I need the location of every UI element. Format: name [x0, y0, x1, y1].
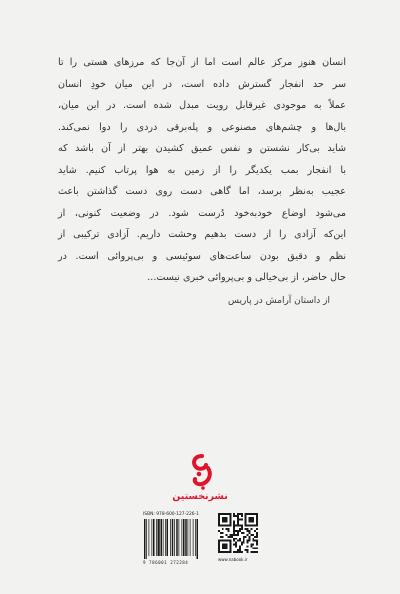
qr-module	[228, 530, 230, 532]
qr-module	[224, 517, 226, 519]
qr-module	[226, 513, 228, 515]
qr-module	[229, 547, 231, 549]
publisher-name: نشرنخستین	[172, 491, 228, 502]
barcode-bar	[176, 519, 178, 556]
qr-module	[228, 540, 230, 542]
qr-module	[256, 515, 258, 517]
qr-module	[250, 534, 252, 536]
qr-module	[241, 528, 243, 530]
qr-module	[226, 543, 228, 545]
qr-module	[235, 534, 237, 536]
barcode-bar	[185, 519, 187, 556]
qr-module	[222, 547, 224, 549]
qr-module	[254, 524, 256, 526]
qr-module	[237, 540, 239, 542]
qr-module	[229, 545, 231, 547]
isbn-text: ISBN: 978-600-127-226-1	[143, 512, 199, 517]
qr-module	[256, 551, 258, 553]
qr-module	[226, 517, 228, 519]
qr-module	[235, 542, 237, 544]
qr-module	[248, 530, 250, 532]
qr-module	[218, 523, 220, 525]
qr-module	[252, 540, 254, 542]
qr-module	[243, 542, 245, 544]
qr-module	[239, 551, 241, 553]
qr-module	[247, 524, 249, 526]
qr-module	[250, 528, 252, 530]
qr-module	[247, 545, 249, 547]
qr-module	[233, 524, 235, 526]
qr-module	[218, 542, 220, 544]
qr-module	[229, 521, 231, 523]
qr-module	[256, 519, 258, 521]
qr-module	[222, 540, 224, 542]
qr-module	[233, 532, 235, 534]
qr-module	[220, 540, 222, 542]
qr-module	[224, 540, 226, 542]
barcode-bar	[152, 519, 153, 556]
qr-module	[235, 530, 237, 532]
qr-module	[233, 530, 235, 532]
qr-module	[243, 536, 245, 538]
qr-module	[248, 540, 250, 542]
qr-module	[228, 513, 230, 515]
qr-module	[218, 549, 220, 551]
blurb-line: بال‌ها و چشم‌های مصنوعی و پله‌برقی دردی را دوا نمی‌کند.	[58, 121, 346, 133]
barcode-bar	[190, 519, 191, 556]
qr-module	[229, 540, 231, 542]
qr-module	[237, 530, 239, 532]
qr-module	[256, 534, 258, 536]
qr-module	[222, 519, 224, 521]
qr-module	[229, 523, 231, 525]
qr-module	[226, 547, 228, 549]
qr-module	[248, 532, 250, 534]
qr-module	[256, 536, 258, 538]
blurb-line: انسان هنوز مرکز عالم است اما از آن‌جا که مرزهای هستی را تا	[58, 57, 346, 68]
qr-module	[256, 513, 258, 515]
qr-module	[250, 521, 252, 523]
qr-module	[248, 517, 250, 519]
qr-module	[241, 532, 243, 534]
qr-module	[254, 551, 256, 553]
qr-module	[256, 528, 258, 530]
barcode-bar	[165, 519, 166, 556]
barcode-bar	[161, 519, 163, 556]
qr-module	[241, 513, 243, 515]
barcode-bar	[156, 519, 157, 556]
qr-module	[256, 517, 258, 519]
qr-module	[218, 521, 220, 523]
barcode-bar	[174, 519, 175, 556]
qr-module	[224, 524, 226, 526]
qr-module	[256, 521, 258, 523]
qr-module	[252, 517, 254, 519]
qr-module	[229, 549, 231, 551]
qr-module	[239, 545, 241, 547]
qr-module	[250, 513, 252, 515]
barcode-bar	[179, 519, 180, 556]
barcode-bar	[188, 519, 189, 556]
qr-module	[235, 515, 237, 517]
qr-module	[247, 528, 249, 530]
qr-module	[247, 530, 249, 532]
qr-module	[256, 547, 258, 549]
qr-module	[250, 524, 252, 526]
qr-module	[228, 536, 230, 538]
qr-module	[241, 551, 243, 553]
qr-module	[237, 515, 239, 517]
qr-module	[224, 551, 226, 553]
qr-module	[222, 521, 224, 523]
qr-module	[237, 523, 239, 525]
barcode-bar	[170, 519, 171, 556]
qr-module	[233, 521, 235, 523]
qr-module	[235, 538, 237, 540]
blurb-line: حال حاضر، از بی‌خیالی و بی‌پروائی خبری نیست...	[147, 272, 346, 283]
qr-module	[224, 521, 226, 523]
qr-module	[239, 540, 241, 542]
qr-module	[222, 543, 224, 545]
qr-module	[233, 528, 235, 530]
qr-module	[226, 524, 228, 526]
barcode-block	[143, 512, 215, 567]
qr-module	[250, 517, 252, 519]
qr-module	[252, 534, 254, 536]
qr-module	[239, 519, 241, 521]
qr-module	[241, 515, 243, 517]
qr-module	[252, 521, 254, 523]
barcode-bar	[183, 519, 185, 556]
qr-module	[250, 551, 252, 553]
qr-module	[235, 524, 237, 526]
qr-module	[226, 551, 228, 553]
qr-module	[256, 523, 258, 525]
qr-module	[252, 513, 254, 515]
blurb-line: نظم و دقیق بودن ساعت‌های سوئیسی و بی‌پروائی است. در	[58, 250, 346, 262]
qr-module	[235, 551, 237, 553]
qr-module	[226, 521, 228, 523]
qr-module	[252, 551, 254, 553]
qr-module	[256, 532, 258, 534]
barcode-bar	[153, 519, 155, 556]
qr-module	[229, 536, 231, 538]
qr-module	[231, 536, 233, 538]
qr-module	[218, 551, 220, 553]
qr-module	[233, 543, 235, 545]
qr-module	[243, 532, 245, 534]
qr-module	[254, 536, 256, 538]
qr-module	[233, 540, 235, 542]
qr-module	[250, 545, 252, 547]
qr-module	[237, 534, 239, 536]
qr-module	[245, 523, 247, 525]
qr-module	[256, 540, 258, 542]
qr-module	[239, 528, 241, 530]
qr-module	[220, 551, 222, 553]
qr-module	[239, 513, 241, 515]
qr-module	[247, 549, 249, 551]
qr-module	[229, 515, 231, 517]
qr-module	[218, 540, 220, 542]
qr-module	[222, 551, 224, 553]
qr-module	[254, 513, 256, 515]
qr-module	[239, 549, 241, 551]
qr-module	[243, 538, 245, 540]
qr-module	[247, 542, 249, 544]
qr-module	[248, 524, 250, 526]
qr-module	[233, 513, 235, 515]
qr-module	[218, 517, 220, 519]
qr-module	[245, 549, 247, 551]
qr-module	[222, 517, 224, 519]
qr-module	[229, 534, 231, 536]
qr-module	[248, 521, 250, 523]
qr-module	[220, 536, 222, 538]
qr-module	[239, 547, 241, 549]
barcode-bar	[182, 519, 183, 556]
qr-module	[235, 543, 237, 545]
barcode-bar	[193, 519, 194, 556]
qr-module	[256, 542, 258, 544]
qr-module	[224, 519, 226, 521]
qr-module	[252, 538, 254, 540]
blurb-line: عملاً به موجودی غیرقابل رویت مبدل شده است. در این میان،	[58, 100, 346, 111]
qr-module	[228, 551, 230, 553]
qr-module	[226, 534, 228, 536]
barcode-bar	[167, 519, 169, 556]
qr-module	[222, 528, 224, 530]
qr-module	[247, 513, 249, 515]
qr-module	[222, 524, 224, 526]
qr-module	[237, 532, 239, 534]
qr-module	[250, 519, 252, 521]
qr-module	[237, 517, 239, 519]
qr-module	[222, 545, 224, 547]
qr-module	[218, 547, 220, 549]
qr-module	[218, 543, 220, 545]
qr-module	[256, 524, 258, 526]
qr-module	[245, 515, 247, 517]
qr-module	[220, 524, 222, 526]
qr-module	[237, 513, 239, 515]
qr-module	[233, 538, 235, 540]
qr-module	[245, 521, 247, 523]
qr-module	[229, 524, 231, 526]
qr-module	[237, 549, 239, 551]
source-attribution: از داستان آرامش در پاریس	[228, 296, 330, 306]
qr-module	[224, 543, 226, 545]
qr-module	[222, 513, 224, 515]
barcode-bar	[144, 519, 146, 559]
qr-module	[248, 538, 250, 540]
qr-module	[229, 543, 231, 545]
qr-code	[218, 513, 258, 553]
barcode-bar	[158, 519, 160, 556]
qr-module	[252, 524, 254, 526]
qr-module	[226, 540, 228, 542]
qr-module	[233, 523, 235, 525]
qr-module	[245, 528, 247, 530]
qr-module	[243, 540, 245, 542]
blurb-line: عجیب به‌نظر برسد، اما گاهی دست روی دست گذاشتن باعث	[58, 186, 346, 197]
qr-module	[226, 519, 228, 521]
qr-module	[256, 543, 258, 545]
qr-module	[229, 542, 231, 544]
qr-url: www.nabook.ir	[218, 557, 248, 562]
blurb-line: سر حد انفجار گسترش داده است، در این میان خودِ انسان	[58, 78, 346, 90]
qr-module	[218, 530, 220, 532]
qr-module	[233, 526, 235, 528]
qr-module	[247, 551, 249, 553]
qr-module	[248, 513, 250, 515]
qr-module	[218, 524, 220, 526]
qr-module	[231, 534, 233, 536]
qr-module	[229, 519, 231, 521]
blurb-line: شاید بی‌کار نشستن و نفس عمیق کشیدن بهتر از آن باشد که	[58, 143, 346, 154]
qr-module	[233, 534, 235, 536]
qr-module	[218, 519, 220, 521]
qr-module	[241, 526, 243, 528]
qr-module	[237, 519, 239, 521]
qr-module	[250, 543, 252, 545]
qr-module	[248, 519, 250, 521]
qr-module	[222, 532, 224, 534]
qr-module	[252, 547, 254, 549]
qr-module	[235, 545, 237, 547]
qr-module	[254, 540, 256, 542]
qr-module	[241, 542, 243, 544]
qr-module	[245, 536, 247, 538]
blurb-line: این‌که آزادی را از دست بدهیم وحشت داریم. آزادی ترکیبی از	[58, 229, 346, 240]
qr-module	[239, 530, 241, 532]
qr-module	[248, 536, 250, 538]
qr-module	[252, 519, 254, 521]
blurb-line: می‌شود اوضاع خودبه‌خود دُرست شود. در وضعیت کنونی، از	[58, 207, 346, 219]
qr-module	[226, 545, 228, 547]
barcode-bar	[172, 519, 174, 556]
qr-module	[241, 524, 243, 526]
qr-module	[228, 524, 230, 526]
qr-module	[254, 547, 256, 549]
qr-module	[247, 534, 249, 536]
qr-block	[218, 513, 258, 565]
qr-module	[224, 545, 226, 547]
qr-module	[239, 524, 241, 526]
qr-module	[229, 513, 231, 515]
qr-module	[228, 528, 230, 530]
barcode-bar	[149, 519, 150, 556]
qr-module	[220, 513, 222, 515]
qr-module	[254, 530, 256, 532]
qr-module	[220, 532, 222, 534]
barcode	[143, 519, 215, 559]
qr-module	[233, 515, 235, 517]
barcode-bar	[195, 519, 196, 556]
qr-module	[237, 524, 239, 526]
qr-module	[245, 513, 247, 515]
barcode-bar	[163, 519, 164, 556]
barcode-bar	[146, 519, 147, 559]
qr-module	[233, 551, 235, 553]
qr-module	[226, 528, 228, 530]
qr-module	[229, 551, 231, 553]
qr-module	[224, 513, 226, 515]
barcode-bar	[197, 519, 199, 559]
qr-module	[229, 517, 231, 519]
qr-module	[247, 540, 249, 542]
qr-module	[245, 524, 247, 526]
blurb-text	[58, 52, 346, 289]
qr-module	[241, 543, 243, 545]
blurb-line: با انفجار بمب یکدیگر را از زمین به هوا پرتاب کنیم. شاید	[58, 164, 346, 176]
qr-module	[241, 519, 243, 521]
qr-module	[245, 517, 247, 519]
barcode-digits: 9 786001 272284	[143, 560, 189, 565]
qr-module	[218, 515, 220, 517]
qr-module	[239, 538, 241, 540]
qr-module	[252, 543, 254, 545]
qr-module	[245, 519, 247, 521]
qr-module	[218, 513, 220, 515]
qr-module	[222, 536, 224, 538]
qr-module	[237, 551, 239, 553]
qr-module	[218, 545, 220, 547]
qr-module	[237, 521, 239, 523]
qr-module	[224, 547, 226, 549]
publisher-logo-icon	[187, 454, 217, 490]
